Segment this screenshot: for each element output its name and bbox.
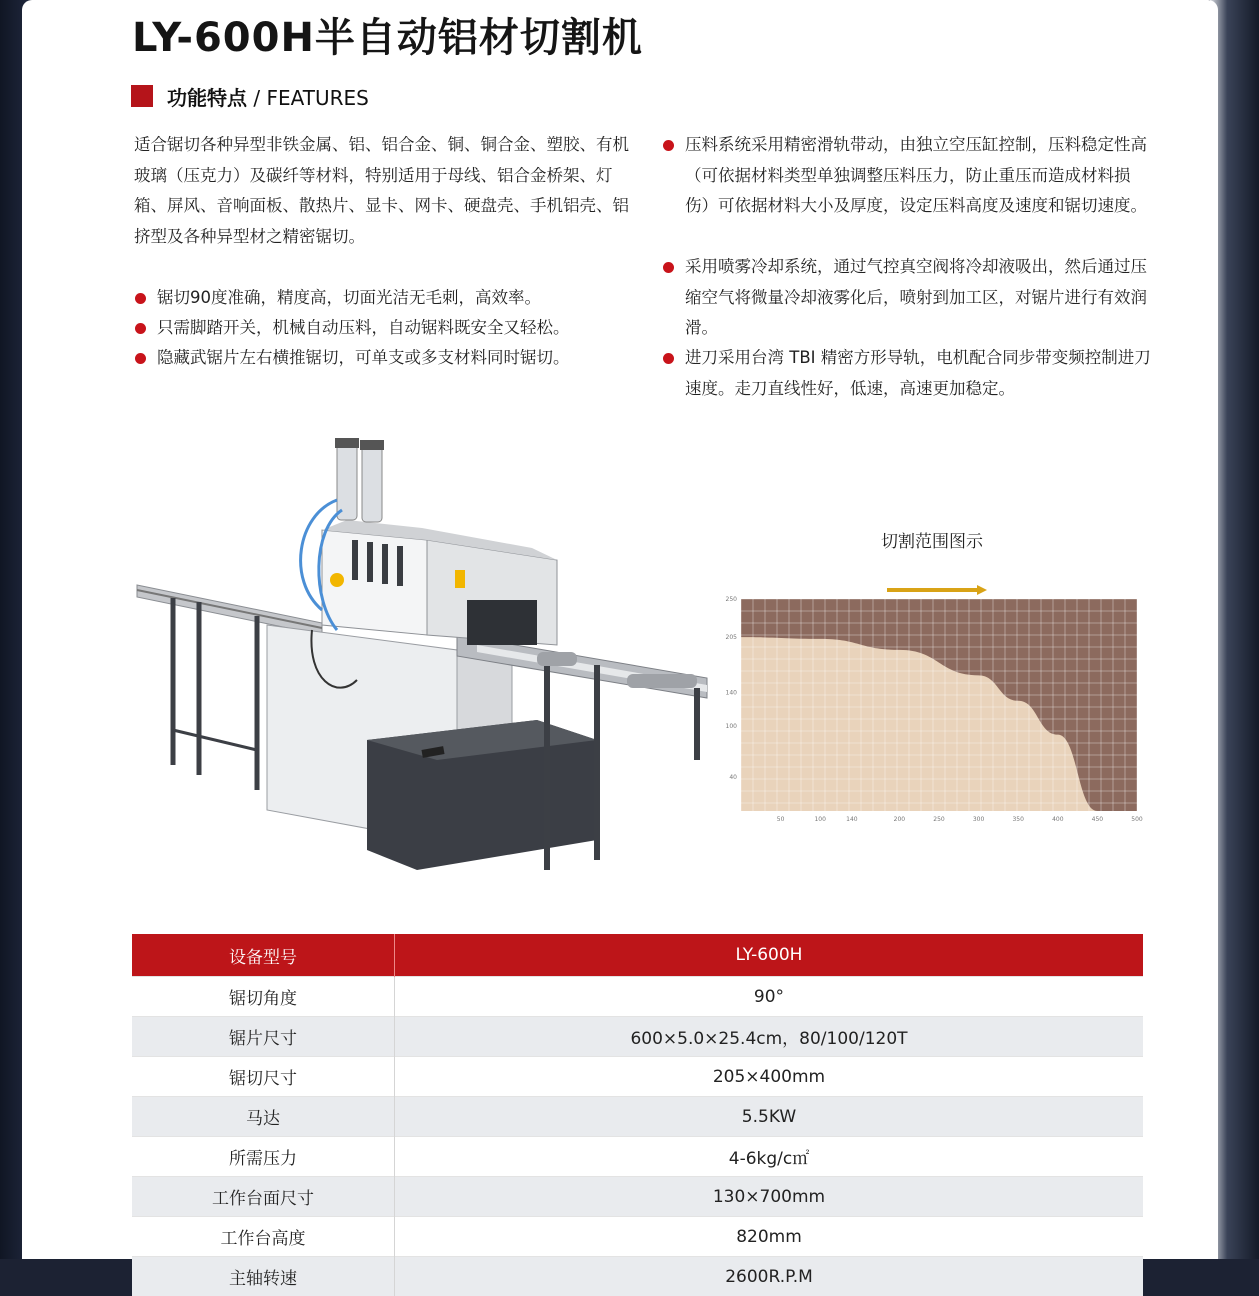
x-tick-label: 50 [777,816,785,823]
spec-label: 锯片尺寸 [132,1017,395,1057]
spec-label: 马达 [132,1097,395,1137]
y-tick-label: 140 [726,689,738,696]
spec-label: 锯切角度 [132,977,395,1017]
spec-label: 主轴转速 [132,1257,395,1296]
page-title: LY-600H半自动铝材切割机 [132,6,643,63]
table-row [132,1217,1143,1257]
x-tick-label: 100 [814,816,826,823]
x-tick-label: 450 [1092,816,1104,823]
intro-paragraph: 适合锯切各种异型非铁金属、铝、铝合金、铜、铜合金、塑胶、有机玻璃（压克力）及碳纤等材料，特别适用于母线、铝合金桥架、灯箱、屏风、音响面板、散热片、显卡、网卡、硬盘壳、手机铝壳、铝挤型及各种异型材之精密锯切。 [134,130,634,252]
list-item: 采用喷雾冷却系统，通过气控真空阀将冷却液吸出，然后通过压缩空气将微量冷却液雾化后，喷射到加工区，对锯片进行有效润滑。 [663,252,1153,344]
chart-title: 切割范围图示 [782,527,1082,552]
list-item: 隐藏武锯片左右横推锯切，可单支或多支材料同时锯切。 [135,343,655,374]
features-heading-cn: 功能特点 [167,86,247,110]
table-row [132,1097,1143,1137]
machine-image [137,430,707,910]
table-header-cell: LY-600H [395,934,1144,977]
table-row [132,1017,1143,1057]
features-heading-en: FEATURES [266,86,368,110]
spec-value: 4-6kg/c㎡ [395,1137,1144,1177]
heading-marker-icon [133,85,157,107]
table-header-row [132,934,1143,977]
list-item: 压料系统采用精密滑轨带动，由独立空压缸控制，压料稳定性高（可依据材料类型单独调整压料压力，防止重压而造成材料损伤）可依据材料大小及厚度，设定压料高度及速度和锯切速度。 [663,130,1153,222]
list-item: 进刀采用台湾 TBI 精密方形导轨，电机配合同步带变频控制进刀速度。走刀直线性好，低速，高速更加稳定。 [663,343,1153,404]
x-tick-label: 250 [933,816,945,823]
table-row [132,1177,1143,1217]
spec-label: 工作台面尺寸 [132,1177,395,1217]
spec-value: 2600R.P.M [395,1257,1144,1296]
table-row [132,977,1143,1017]
bullet-dot-icon [663,353,674,364]
bullet-dot-icon [135,353,146,364]
bullet-dot-icon [135,323,146,334]
x-tick-label: 140 [846,816,858,823]
spec-value: 90° [395,977,1144,1017]
bullet-dot-icon [663,140,674,151]
arrow-head-icon [977,585,987,595]
y-tick-label: 100 [726,723,738,730]
table-row [132,1257,1143,1296]
table-row [132,1057,1143,1097]
bullet-dot-icon [135,293,146,304]
list-item: 锯切90度准确，精度高，切面光洁无毛刺，高效率。 [135,283,655,314]
spec-value: 130×700mm [395,1177,1144,1217]
x-tick-label: 300 [973,816,985,823]
spec-label: 所需压力 [132,1137,395,1177]
x-tick-label: 400 [1052,816,1064,823]
table-header-cell: 设备型号 [132,934,395,977]
x-tick-label: 500 [1131,816,1143,823]
x-tick-label: 350 [1012,816,1024,823]
brochure-page [22,0,1218,1259]
spec-value: 205×400mm [395,1057,1144,1097]
spec-label: 工作台高度 [132,1217,395,1257]
spec-label: 锯切尺寸 [132,1057,395,1097]
table-row [132,1137,1143,1177]
feed-direction-arrow-icon [887,588,977,592]
spec-value: 5.5KW [395,1097,1144,1137]
y-tick-label: 205 [726,634,738,641]
x-tick-label: 200 [894,816,906,823]
spec-value: 820mm [395,1217,1144,1257]
features-heading-sep: / [247,86,266,110]
bullet-dot-icon [663,262,674,273]
y-tick-label: 250 [726,596,738,603]
list-item: 只需脚踏开关，机械自动压料，自动锯料既安全又轻松。 [135,313,655,344]
spec-table [132,934,1143,1296]
y-tick-label: 40 [729,774,737,781]
features-heading [133,84,369,108]
spec-value: 600×5.0×25.4cm，80/100/120T [395,1017,1144,1057]
cutting-range-chart [712,582,1152,827]
